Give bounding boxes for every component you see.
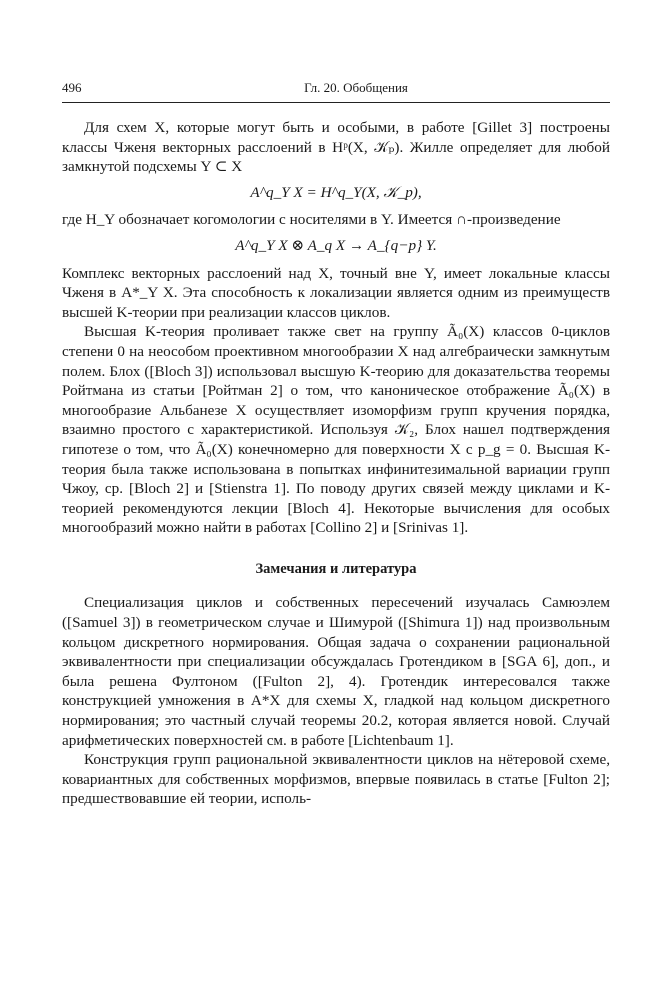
paragraph-3: Комплекс векторных расслоений над X, точный вне Y, имеет локальные классы Чженя в A*_Y X. Эта способность к локализации является одним из преимуществ высшей K-теории при реализации классов циклов. (62, 264, 610, 321)
paragraph-6: Конструкция групп рациональной эквивалентности циклов на нётеровой схеме, ковариантных для собственных морфизмов, впервые появилась в статье [Fulton 2]; предшествовавшие ей теории, исполь- (62, 751, 610, 808)
paragraph-5: Специализация циклов и собственных пересечений изучалась Самюэлем ([Samuel 3]) в геометрическом случае и Шимурой ([Shimura 1]) над произвольным кольцом дискретного нормирования. Общая задача о сохранении рациональной эквивалентности при специализации обсуждалась Гротендиком в [SGA 6], доп., и была решена Фултоном ([Fulton 2], 4). Гротендик интересовался также конструкцией умножения в A*X для схемы X, гладкой над кольцом дискретного нормирования; это частный случай теоремы 20.2, которая является новой. Случай арифметических поверхностей см. в работе [Lichtenbaum 1]. (62, 594, 610, 749)
section-title: Замечания и литература (255, 560, 417, 577)
formula-1: A^q_Y X = H^q_Y(X, 𝒦_p), (250, 183, 422, 201)
running-head (62, 80, 610, 103)
paragraph-4: Высшая K-теория проливает также свет на группу Ã₀(X) классов 0-циклов степени 0 на неособом проективном многообразии X над алгебраически замкнутым полем. Блох ([Bloch 3]) использовал высшую K-теорию для доказательства теоремы Ройтмана из статьи [Ройтман 2] о том, что каноническое отображение Ã₀(X) в многообразие Альбанезе X осуществляет изоморфизм групп кручения порядка, взаимно простого с характеристикой. Используя 𝒦₂, Блох нашел подтверждения гипотезе о том, что Ã₀(X) конечномерно для поверхности X с p_g = 0. Высшая K-теория была также использована в попытках инфинитезимальной вариации групп Чжоу, ср. [Bloch 2] и [Stienstra 1]. По поводу других связей между циклами и K-теорией рекомендуются лекции [Bloch 4]. Некоторые вычисления для особых многообразий можно найти в работах [Collino 2] и [Srinivas 1]. (62, 323, 610, 537)
formula-2: A^q_Y X ⊗ A_q X → A_{q−p} Y. (235, 236, 437, 254)
paragraph-1: Для схем X, которые могут быть и особыми, в работе [Gillet 3] построены классы Чженя векторных расслоений в Hᵖ(X, 𝒦ₚ). Жилле определяет для любой замкнутой подсхемы Y ⊂ X (62, 119, 610, 176)
page-number: 496 (62, 80, 82, 95)
chapter-title: Гл. 20. Обобщения (304, 80, 408, 95)
paragraph-2: где H_Y обозначает когомологии с носителями в Y. Имеется ∩-произведение (62, 211, 561, 229)
page-body (62, 118, 610, 809)
